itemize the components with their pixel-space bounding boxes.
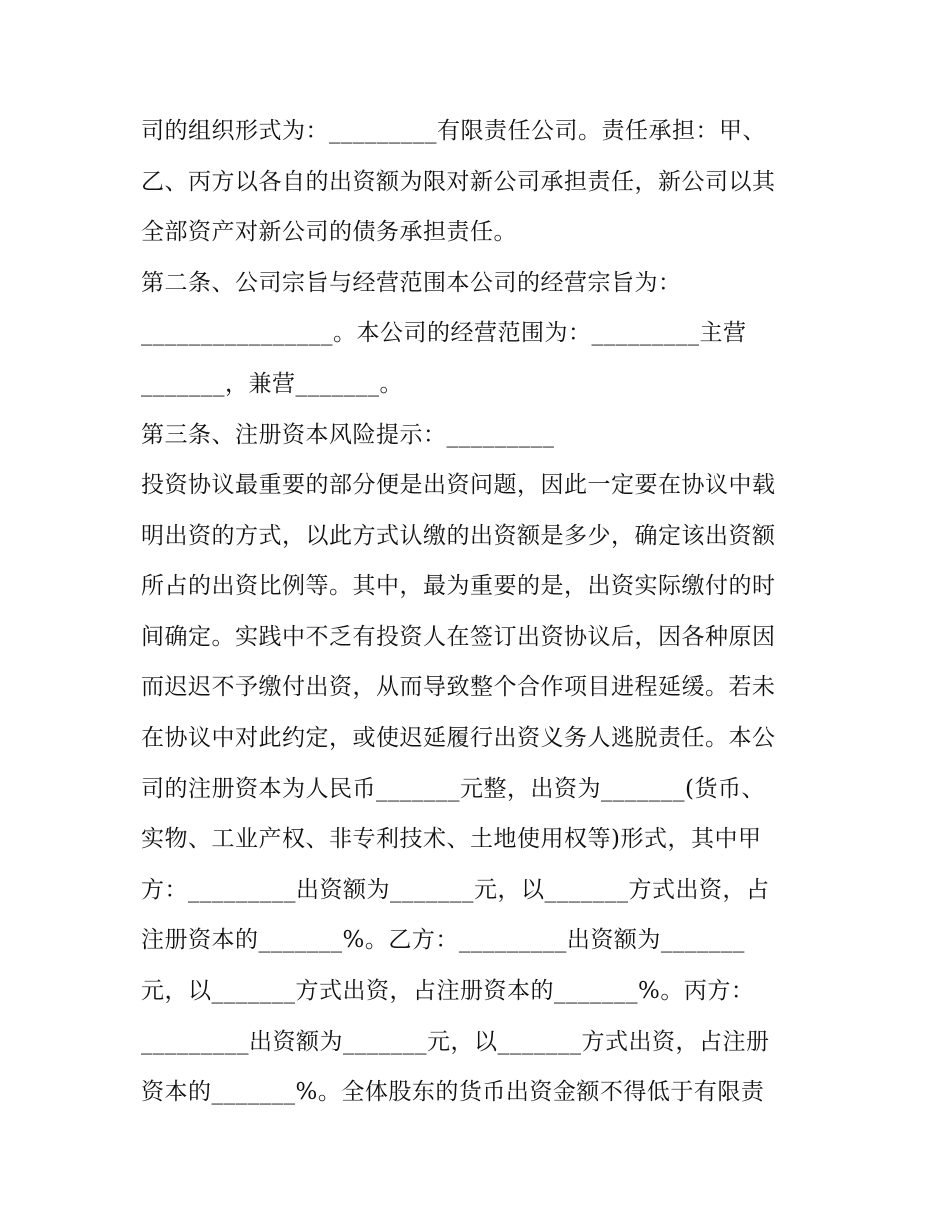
text-line: 所占的出资比例等。其中，最为重要的是，出资实际缴付的时: [141, 573, 776, 599]
text-line: 全部资产对新公司的债务承担责任。: [141, 219, 517, 245]
text-line: 第二条、公司宗旨与经营范围本公司的经营宗旨为：: [141, 270, 682, 296]
text-line: 注册资本的_______%。乙方：_________出资额为_______: [141, 927, 745, 953]
text-line: 投资协议最重要的部分便是出资问题，因此一定要在协议中载: [141, 472, 776, 498]
text-line: 而迟迟不予缴付出资，从而导致整个合作项目进程延缓。若未: [141, 674, 776, 700]
text-line: 方：_________出资额为_______元，以_______方式出资，占: [141, 877, 770, 903]
text-line: ________________。本公司的经营范围为：_________主营: [141, 320, 747, 346]
text-line: 第三条、注册资本风险提示：_________: [141, 422, 555, 448]
text-line: 实物、工业产权、非专利技术、土地使用权等)形式，其中甲: [141, 826, 762, 852]
text-line: 元，以_______方式出资，占注册资本的_______%。丙方：: [141, 978, 755, 1004]
text-line: 间确定。实践中不乏有投资人在签订出资协议后，因各种原因: [141, 624, 776, 650]
text-line: _______，兼营_______。: [141, 371, 403, 397]
text-line: 司的组织形式为：_________有限责任公司。责任承担：甲、: [141, 118, 766, 144]
text-line: 乙、丙方以各自的出资额为限对新公司承担责任，新公司以其: [141, 169, 776, 195]
text-line: 司的注册资本为人民币_______元整，出资为_______(货币、: [141, 776, 765, 802]
text-line: 资本的_______%。全体股东的货币出资金额不得低于有限责: [141, 1079, 765, 1105]
text-line: 在协议中对此约定，或使迟延履行出资义务人逃脱责任。本公: [141, 725, 776, 751]
text-line: 明出资的方式，以此方式认缴的出资额是多少，确定该出资额: [141, 523, 776, 549]
text-line: _________出资额为_______元，以_______方式出资，占注册: [141, 1029, 770, 1055]
